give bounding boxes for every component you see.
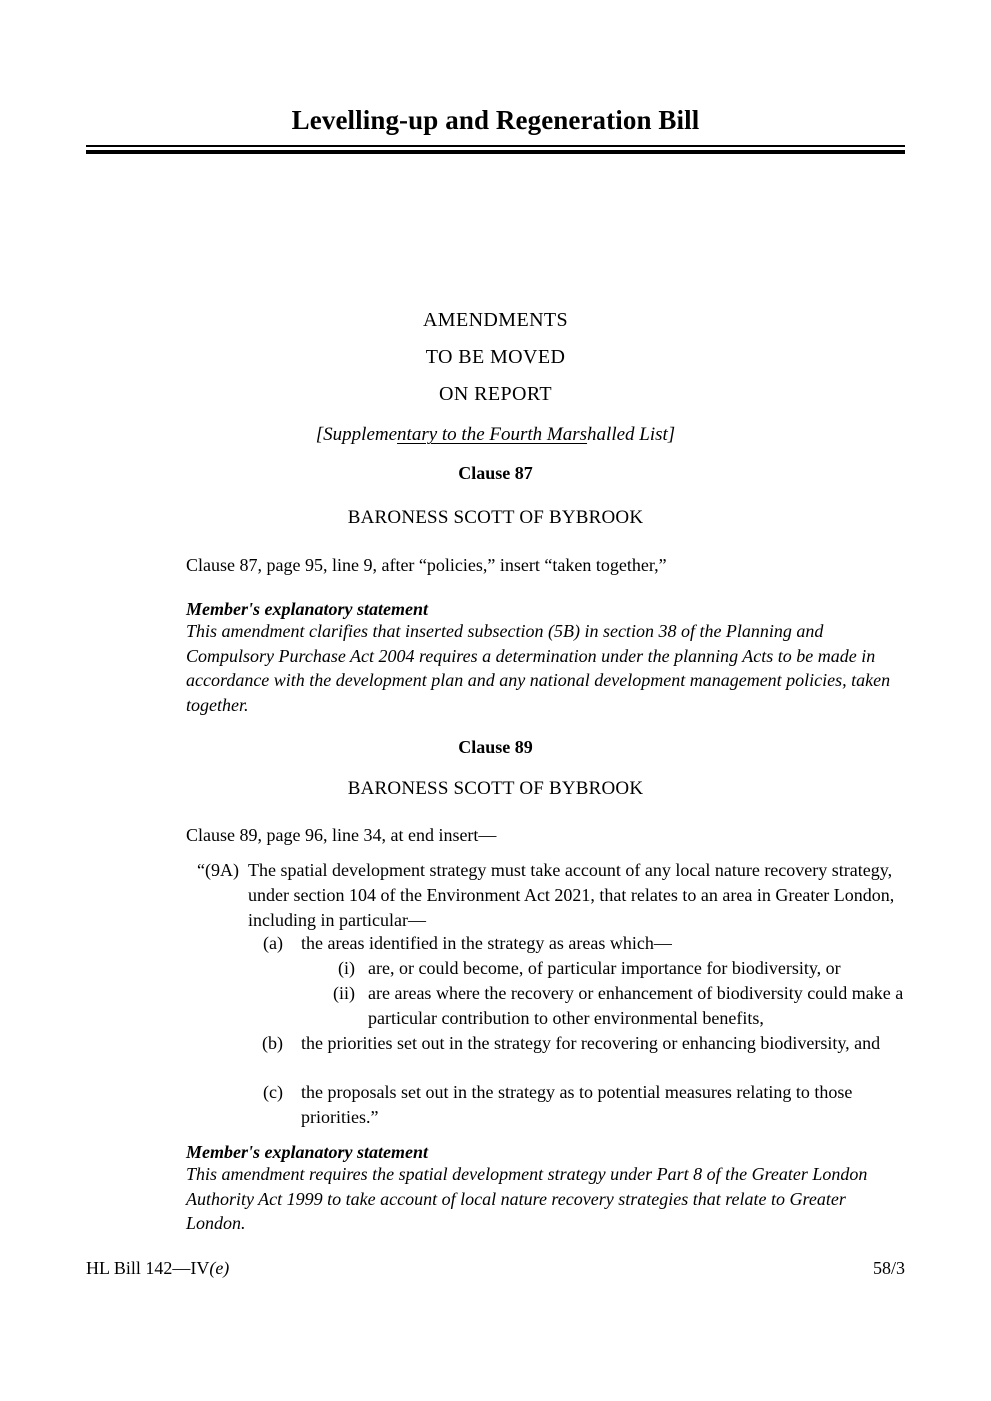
explanatory-statement-body-89: This amendment requires the spatial development strategy under Part 8 of the Greater London Authority Act 1999 to take account of local nature recovery strategies that relate to Greater London. (186, 1164, 868, 1233)
provision-text: are, or could become, of particular importance for biodiversity, or (368, 958, 841, 978)
provision-a (255, 931, 905, 956)
provision-text: the areas identified in the strategy as areas which— (301, 933, 672, 953)
provision-text: are areas where the recovery or enhancement of biodiversity could make a particular contribution to other environmental benefits, (368, 983, 904, 1028)
provision-marker: (i) (338, 958, 355, 978)
provision-text: The spatial development strategy must take account of any local nature recovery strategy, under section 104 of the Environment Act 2021, that relates to an area in Greater London, including in particular— (248, 860, 895, 930)
clause-heading-87: Clause 87 (458, 463, 533, 483)
provision-marker: (a) (263, 933, 283, 953)
bill-reference (86, 1256, 229, 1280)
supp-underlined: ntary to the Fourth Mars (397, 424, 588, 445)
heading-on-report: ON REPORT (439, 383, 552, 405)
explanatory-statement-body-87: This amendment clarifies that inserted subsection (5B) in section 38 of the Planning and Compulsory Purchase Act 2004 requires a determination under the planning Acts to be made in accordance with the development plan and any national development management policies, taken together. (186, 621, 891, 715)
amendment-line-89: Clause 89, page 96, line 34, at end insert— (186, 825, 497, 845)
provision-b (255, 1031, 905, 1056)
supp-suffix: halled List] (587, 424, 676, 445)
member-name-87: BARONESS SCOTT OF BYBROOK (347, 507, 644, 528)
bill-reference-main: HL Bill 142—IV (86, 1258, 210, 1278)
page-footer (86, 1256, 905, 1280)
provision-ii (318, 981, 905, 1031)
bill-reference-suffix: (e) (209, 1258, 230, 1278)
provision-marker: (c) (263, 1082, 283, 1102)
page-title: Levelling-up and Regeneration Bill (291, 105, 700, 135)
clause-heading-89: Clause 89 (458, 737, 533, 757)
supplementary-note (86, 422, 905, 448)
provision-text: the proposals set out in the strategy as to potential measures relating to those priorities.” (301, 1082, 853, 1127)
title-double-rule (86, 145, 905, 154)
provision-9a (179, 858, 905, 933)
supp-prefix: [Suppleme (315, 424, 398, 445)
provision-marker: (ii) (333, 983, 355, 1003)
provision-i (318, 956, 905, 981)
explanatory-statement-title-89: Member's explanatory statement (186, 1142, 428, 1162)
rule-thick (86, 150, 905, 154)
explanatory-statement-title-87: Member's explanatory statement (186, 599, 428, 619)
amendment-line-87: Clause 87, page 95, line 9, after “policies,” insert “taken together,” (186, 555, 667, 575)
provision-c (255, 1080, 905, 1130)
heading-to-be-moved: TO BE MOVED (425, 346, 566, 368)
provision-marker: (b) (262, 1033, 283, 1053)
page-number: 58/3 (872, 1258, 905, 1278)
member-name-89: BARONESS SCOTT OF BYBROOK (347, 778, 644, 799)
provision-text: the priorities set out in the strategy for recovering or enhancing biodiversity, and (301, 1033, 881, 1053)
heading-amendments: AMENDMENTS (422, 309, 569, 331)
provision-marker: “(9A) (197, 860, 239, 880)
